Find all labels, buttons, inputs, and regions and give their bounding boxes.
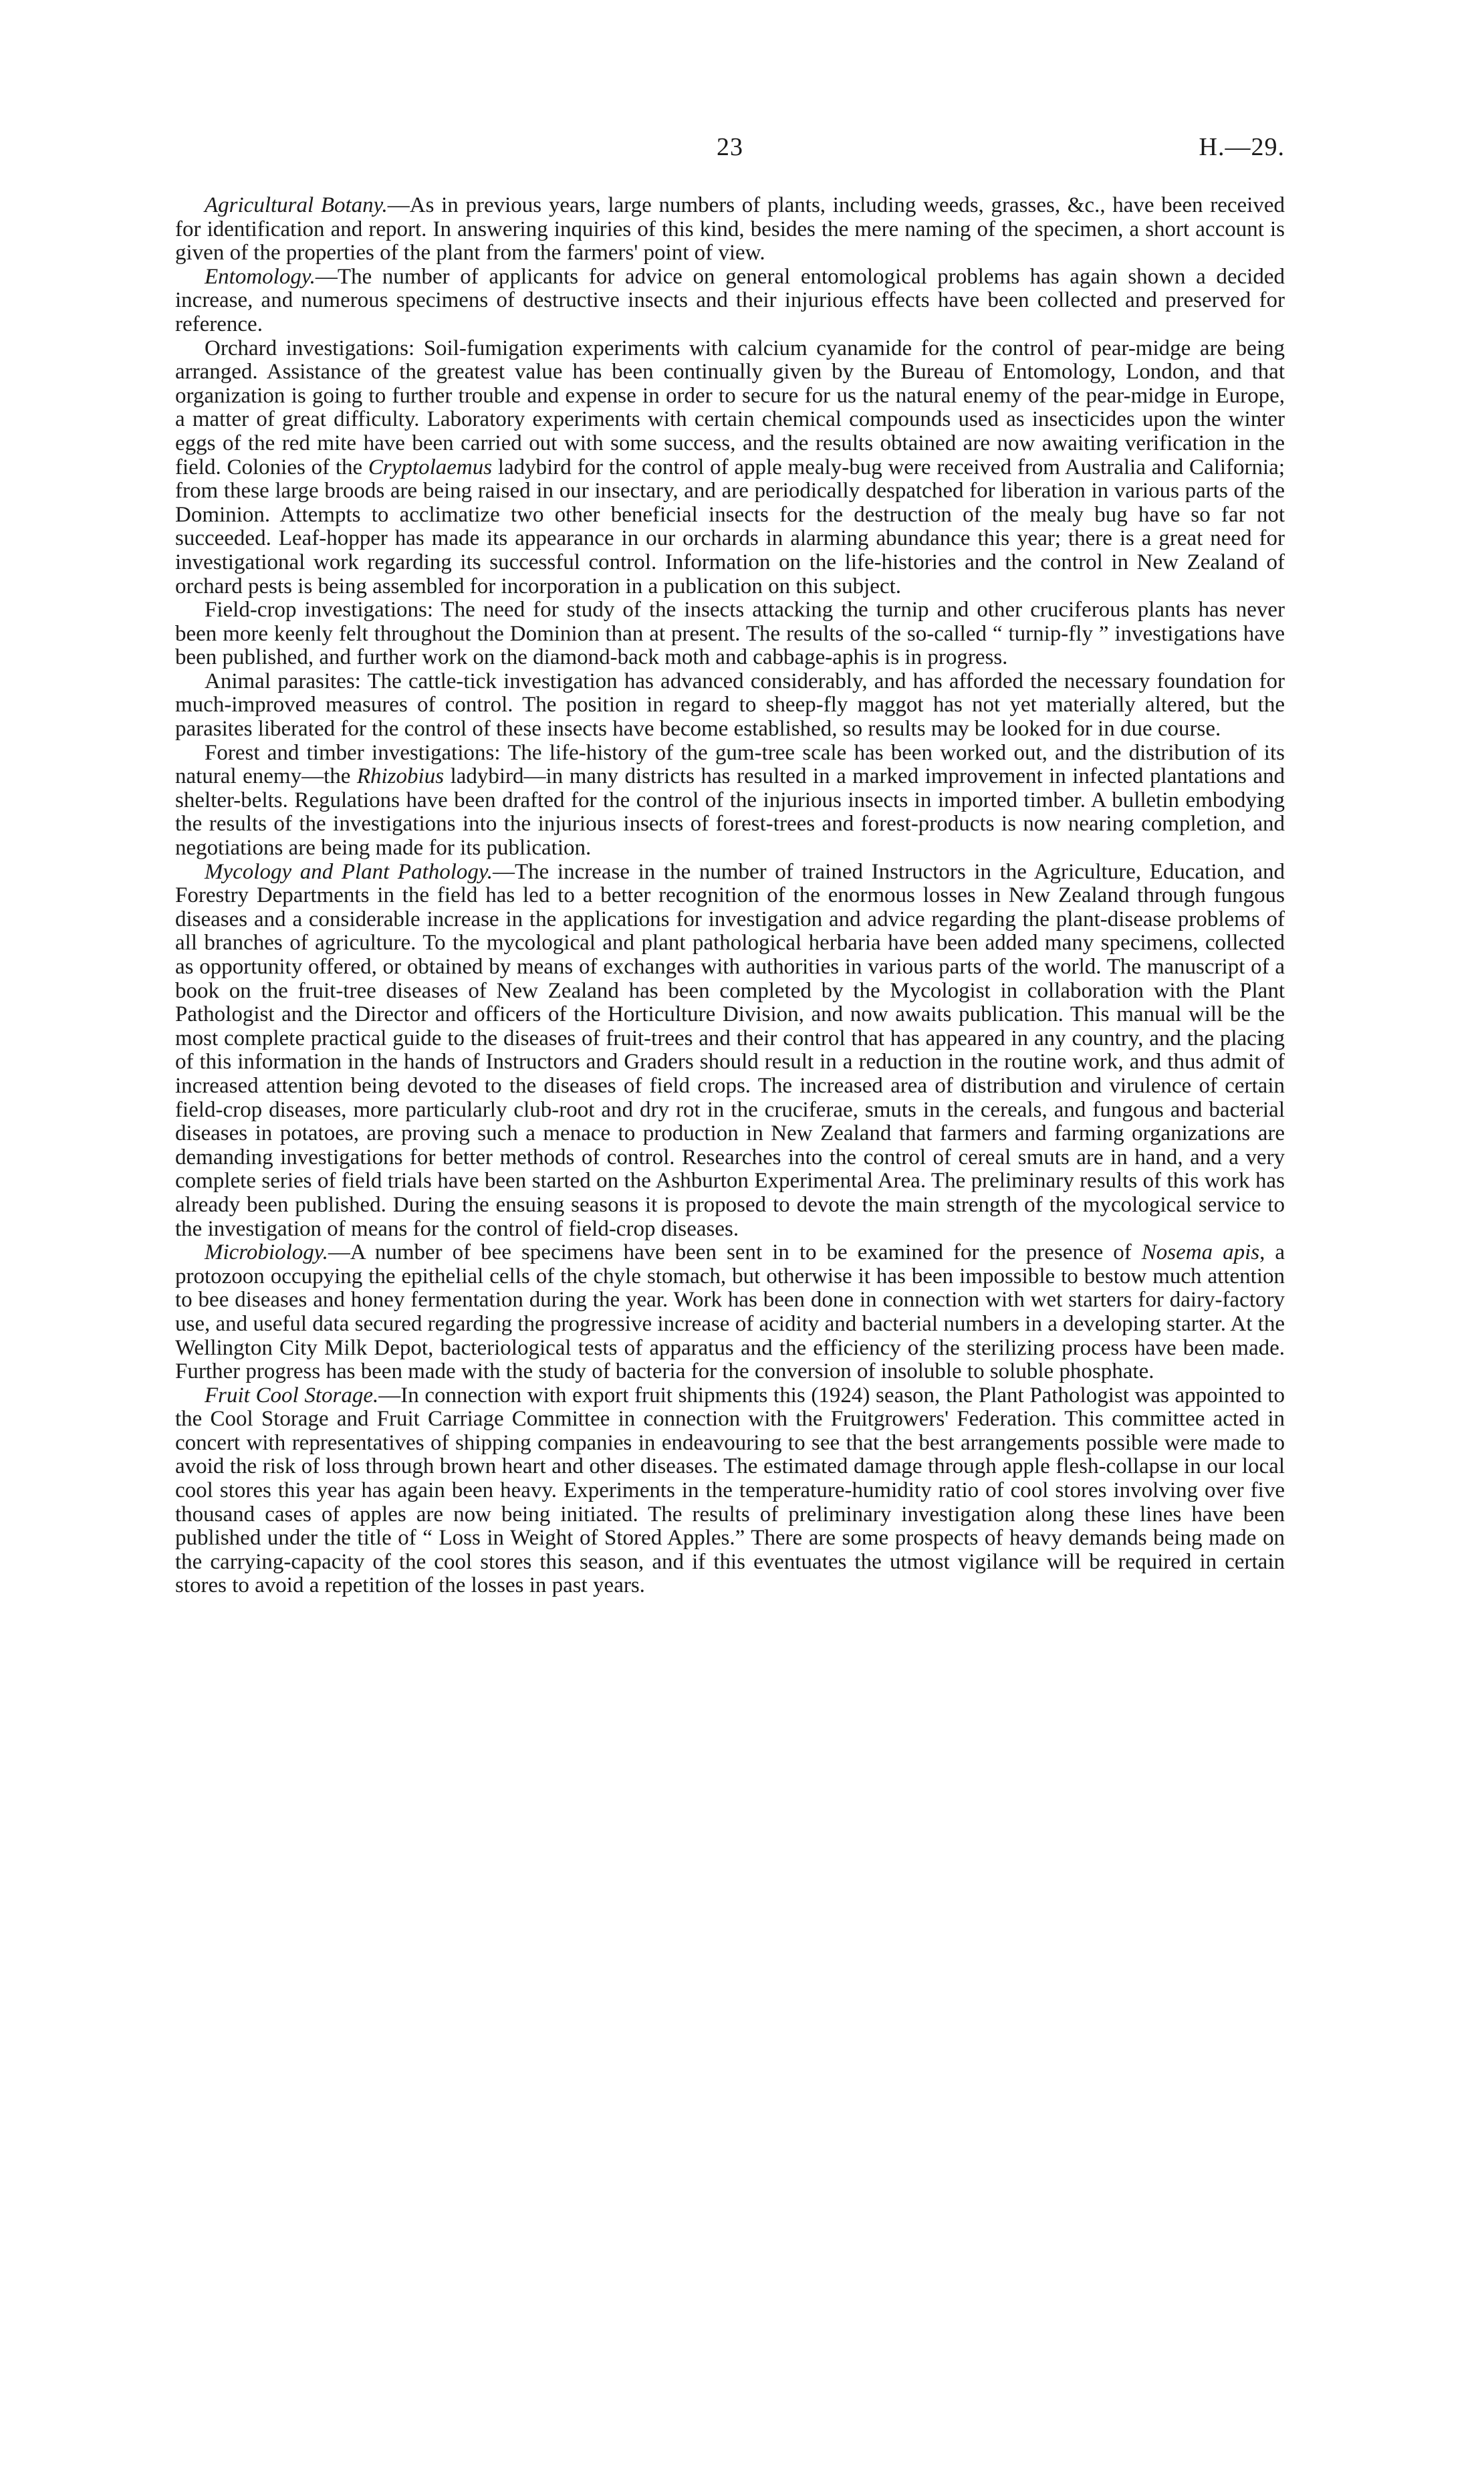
paragraph-text: —A number of bee specimens have been sent in to be examined for the presence of	[328, 1240, 1142, 1265]
paragraph-text: Orchard investigations: Soil-fumigation experiments with calcium cyanamide for the control of pear-midge are being arranged. Assistance of the greatest value has been continually given by the Bureau of Entomology, London, and that organization is going to further trouble and expense in order to secure for us the natural enemy of the pear-midge in Europe, a matter of great difficulty. Laboratory experiments with certain chemical compounds used as insecticides upon the winter eggs of the red mite have been carried out with some success, and the results obtained are now awaiting verification in the field. Colonies of the	[175, 336, 1285, 479]
document-reference: H.—29.	[1199, 133, 1285, 161]
section-lead: Fruit Cool Storage.	[205, 1383, 379, 1407]
section-lead: Microbiology.	[205, 1240, 328, 1265]
paragraph-text: —As in previous years, large numbers of plants, including weeds, grasses, &c., have been received for identification and report. In answering inquiries of this kind, besides the mere naming of the specimen, a short account is given of the properties of the plant from the farmers' point of view.	[175, 193, 1285, 265]
paragraph-text: ladybird for the control of apple mealy-bug were received from Australia and California; from these large broods are being raised in our insectary, and are periodically despatched for liberation in various parts of the Dominion. Attempts to acclimatize two other beneficial insects for the destruction of the mealy bug have so far not succeeded. Leaf-hopper has made its appearance in our orchards in alarming abundance this year; there is a great need for investigational work regarding its successful control. Information on the life-histories and the control in New Zealand of orchard pests is being assembled for incorporation in a publication on this subject.	[175, 455, 1285, 598]
paragraph-text: ladybird—in many districts has resulted in a marked improvement in infected plantations and shelter-belts. Regulations have been drafted for the control of the injurious insects in imported timber. A bulletin embodying the results of the investigations into the injurious insects of forest-trees and forest-products is now nearing completion, and negotiations are being made for its publication.	[175, 764, 1285, 861]
page-number: 23	[717, 133, 743, 161]
species-name: Cryptolaemus	[368, 455, 493, 479]
species-name: Rhizobius	[356, 764, 445, 789]
paragraph-text: —The number of applicants for advice on general entomological problems has again shown a decided increase, and numerous specimens of destructive insects and their injurious effects have been collected and preserved for reference.	[175, 264, 1285, 336]
species-name: Nosema apis	[1141, 1240, 1260, 1265]
paragraph-fruit-cool-storage	[175, 1384, 1285, 1598]
paragraph-text: —The increase in the number of trained Instructors in the Agriculture, Education, and Forestry Departments in the field has led to a better recognition of the enormous losses in New Zealand through fungous diseases and a considerable increase in the applications for investigation and advice regarding the plant-disease problems of all branches of agriculture. To the mycological and plant pathological herbaria have been added many specimens, collected as opportunity offered, or obtained by means of exchanges with authorities in various parts of the world. The manuscript of a book on the fruit-tree diseases of New Zealand has been completed by the Mycologist in collaboration with the Plant Pathologist and the Director and officers of the Horticulture Division, and now awaits publication. This manual will be the most complete practical guide to the diseases of fruit-trees and their control that has appeared in any country, and the placing of this information in the hands of Instructors and Graders should result in a reduction in the routine work, and thus admit of increased attention being devoted to the diseases of field crops. The increased area of distribution and virulence of certain field-crop diseases, more particularly club-root and dry rot in the cruciferae, smuts in the cereals, and fungous and bacterial diseases in potatoes, are proving such a menace to production in New Zealand that farmers and farming organizations are demanding investigations for better methods of control. Researches into the control of cereal smuts are in hand, and a very complete series of field trials have been started on the Ashburton Experimental Area. The preliminary results of this work has already been published. During the ensuing seasons it is proposed to devote the main strength of the mycological service to the investigation of means for the control of field-crop diseases.	[175, 859, 1285, 1241]
paragraph-mycology-plant-pathology	[175, 861, 1285, 1242]
section-lead: Entomology.	[205, 264, 316, 289]
paragraph-animal-parasites	[175, 670, 1285, 742]
paragraph-entomology	[175, 265, 1285, 337]
section-lead: Mycology and Plant Pathology.	[205, 859, 493, 884]
report-body	[175, 194, 1285, 1598]
paragraph-text: —In connection with export fruit shipments this (1924) season, the Plant Pathologist was appointed to the Cool Storage and Fruit Carriage Committee in connection with the Fruitgrowers' Federation. This committee acted in concert with representatives of shipping companies in endeavouring to see that the best arrangements possible were made to avoid the risk of loss through brown heart and other diseases. The estimated damage through apple flesh-collapse in our local cool stores this year has again been heavy. Experiments in the temperature-humidity ratio of cool stores involving over five thousand cases of apples are now being initiated. The results of preliminary investigation along these lines have been published under the title of “ Loss in Weight of Stored Apples.” There are some prospects of heavy demands being made on the carrying-capacity of the cool stores this season, and if this eventuates the utmost vigilance will be required in certain stores to avoid a repetition of the losses in past years.	[175, 1383, 1285, 1598]
page-header	[175, 132, 1285, 173]
paragraph-microbiology	[175, 1241, 1285, 1384]
section-lead: Agricultural Botany.	[205, 193, 388, 217]
paragraph-text: Animal parasites: The cattle-tick investigation has advanced considerably, and has afforded the necessary foundation for much-improved measures of control. The position in regard to sheep-fly maggot has not yet materially altered, but the parasites liberated for the control of these insects have become established, so results may be looked for in due course.	[175, 669, 1285, 742]
paragraph-text: Field-crop investigations: The need for study of the insects attacking the turnip and other cruciferous plants has never been more keenly felt throughout the Dominion than at present. The results of the so-called “ turnip-fly ” investigations have been published, and further work on the diamond-back moth and cabbage-aphis is in progress.	[175, 598, 1285, 670]
paragraph-text: Forest and timber investigations: The life-history of the gum-tree scale has been worked out, and the distribution of its natural enemy—the	[175, 740, 1285, 789]
paragraph-text: , a protozoon occupying the epithelial cells of the chyle stomach, but otherwise it has been impossible to bestow much attention to bee diseases and honey fermentation during the year. Work has been done in connection with wet starters for dairy-factory use, and useful data secured regarding the progressive increase of acidity and bacterial numbers in a developing starter. At the Wellington City Milk Depot, bacteriological tests of apparatus and the efficiency of the sterilizing process have been made. Further progress has been made with the study of bacteria for the conversion of insoluble to soluble phosphate.	[175, 1240, 1285, 1384]
paragraph-orchard-investigations	[175, 337, 1285, 599]
paragraph-forest-timber-investigations	[175, 742, 1285, 861]
paragraph-agricultural-botany	[175, 194, 1285, 265]
paragraph-field-crop-investigations	[175, 598, 1285, 670]
